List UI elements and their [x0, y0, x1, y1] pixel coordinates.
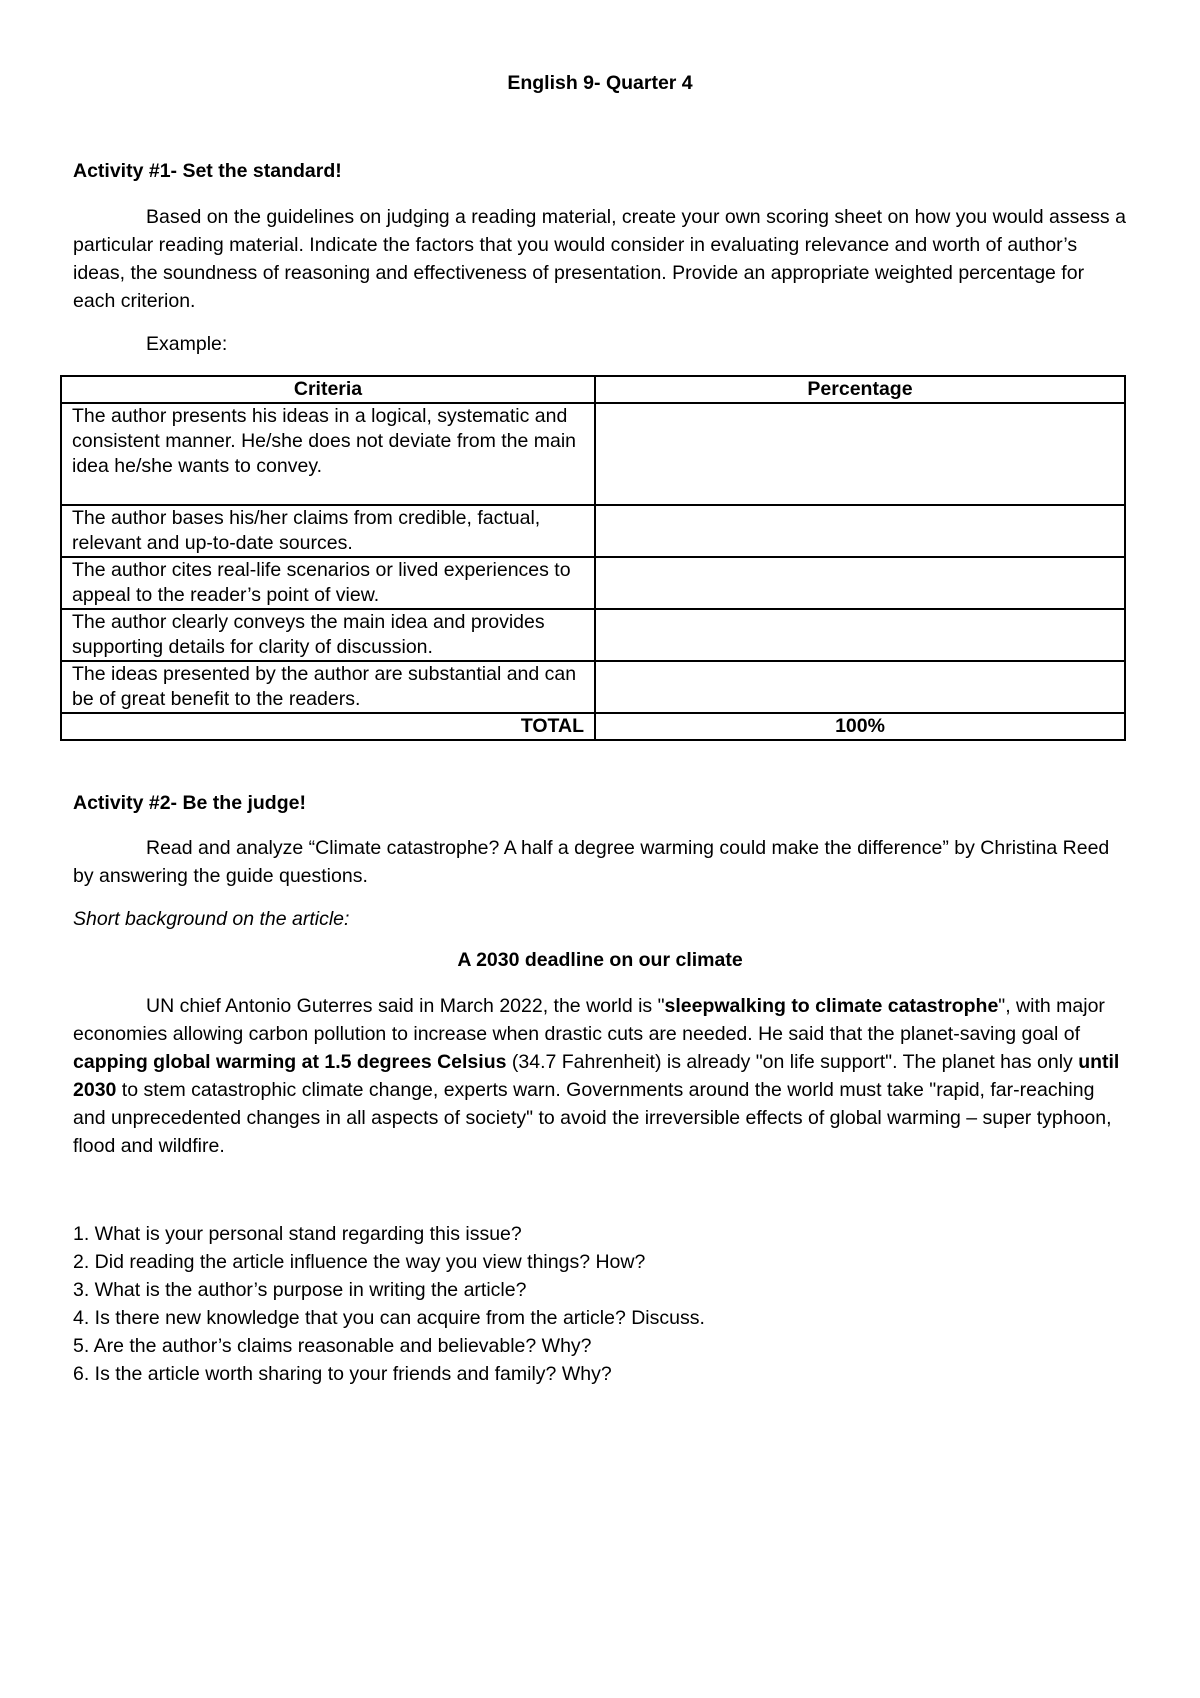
- table-row: [61, 609, 1125, 661]
- question-item: 4. Is there new knowledge that you can acquire from the article? Discuss.: [73, 1307, 705, 1329]
- percentage-header: Percentage: [595, 376, 1125, 403]
- article-bold-text: sleepwalking to climate catastrophe: [664, 995, 999, 1017]
- percentage-cell: [595, 403, 1125, 505]
- question-item: 2. Did reading the article influence the way you view things? How?: [73, 1251, 646, 1273]
- table-total-row: [61, 713, 1125, 740]
- question-item: 5. Are the author’s claims reasonable and believable? Why?: [73, 1335, 592, 1357]
- percentage-cell: [595, 505, 1125, 557]
- question-item: 6. Is the article worth sharing to your friends and family? Why?: [73, 1363, 612, 1385]
- criteria-header: Criteria: [61, 376, 595, 403]
- question-item: 3. What is the author’s purpose in writing the article?: [73, 1279, 527, 1301]
- criteria-cell: The author presents his ideas in a logical, systematic and consistent manner. He/she does not deviate from the main idea he/she wants to convey.: [61, 403, 595, 505]
- article-text: (34.7 Fahrenheit) is already "on life support". The planet has only: [506, 1051, 1079, 1073]
- activity1-instructions: Based on the guidelines on judging a reading material, create your own scoring sheet on how you would assess a particular reading material. Indicate the factors that you would consider in evaluating relevance and worth of author’s ideas, the soundness of reasoning and effectiveness of presentation. Provide an appropriate weighted percentage for each criterion.: [73, 206, 1126, 312]
- table-row: [61, 403, 1125, 505]
- activity1-heading: Activity #1- Set the standard!: [73, 160, 342, 182]
- percentage-cell: [595, 661, 1125, 713]
- total-label: TOTAL: [61, 713, 595, 740]
- table-row: [61, 557, 1125, 609]
- criteria-cell: The ideas presented by the author are substantial and can be of great benefit to the readers.: [61, 661, 595, 713]
- page-title: English 9- Quarter 4: [507, 72, 693, 94]
- background-label: Short background on the article:: [73, 908, 350, 930]
- table-row: [61, 661, 1125, 713]
- criteria-cell: The author bases his/her claims from credible, factual, relevant and up-to-date sources.: [61, 505, 595, 557]
- article-title: A 2030 deadline on our climate: [457, 949, 743, 971]
- criteria-cell: The author cites real-life scenarios or lived experiences to appeal to the reader’s point of view.: [61, 557, 595, 609]
- article-body: [73, 992, 1128, 1160]
- activity2-instructions: Read and analyze “Climate catastrophe? A half a degree warming could make the difference” by Christina Reed by answering the guide questions.: [73, 837, 1110, 887]
- table-row: [61, 505, 1125, 557]
- criteria-cell: The author clearly conveys the main idea and provides supporting details for clarity of discussion.: [61, 609, 595, 661]
- criteria-table: [60, 375, 1126, 741]
- table-header-row: [61, 376, 1125, 403]
- article-bold-text: capping global warming at 1.5 degrees Celsius: [73, 1051, 507, 1073]
- example-label: Example:: [146, 333, 228, 355]
- percentage-cell: [595, 557, 1125, 609]
- percentage-cell: [595, 609, 1125, 661]
- total-value: 100%: [595, 713, 1125, 740]
- activity2-heading: Activity #2- Be the judge!: [73, 792, 306, 814]
- article-text: ", with major economies allowing carbon pollution to increase when drastic cuts are needed. He said that the planet-saving goal of: [73, 995, 1105, 1045]
- article-text: UN chief Antonio Guterres said in March 2022, the world is ": [146, 995, 665, 1017]
- article-text: to stem catastrophic climate change, experts warn. Governments around the world must take "rapid, far-reaching and unprecedented changes in all aspects of society" to avoid the irreversible effects of global warming – super typhoon, flood and wildfire.: [73, 1079, 1112, 1157]
- guide-questions: [73, 1220, 705, 1388]
- question-item: 1. What is your personal stand regarding this issue?: [73, 1223, 522, 1245]
- article-bold-text: until 2030: [73, 1051, 1120, 1101]
